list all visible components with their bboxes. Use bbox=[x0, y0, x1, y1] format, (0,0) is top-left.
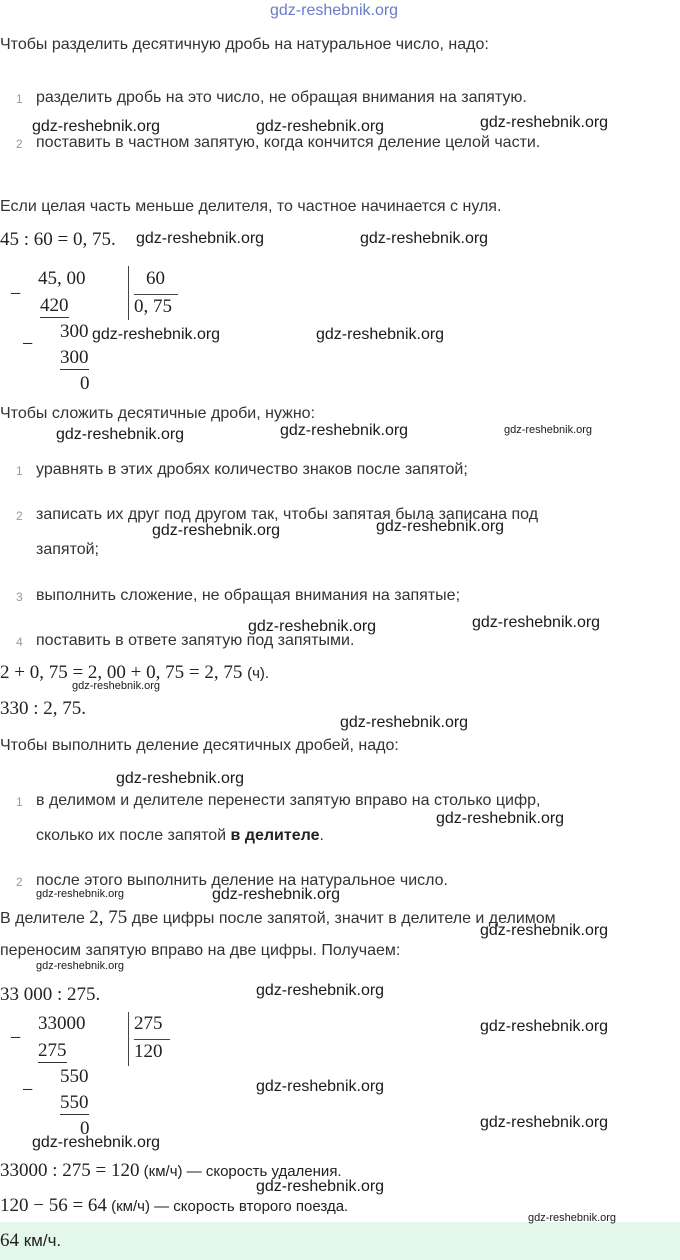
explain-text-b: две цифры после запятой, значит в делителе и делимом bbox=[127, 910, 556, 927]
calc3-remainder-1: 550 bbox=[60, 1066, 89, 1087]
watermark[interactable]: gdz-reshebnik.org bbox=[256, 982, 385, 999]
watermark[interactable]: gdz-reshebnik.org bbox=[36, 888, 125, 900]
step-number: 2 bbox=[16, 137, 23, 151]
decimal-step-2: после этого выполнить деление на натуральное число. bbox=[36, 872, 448, 889]
watermark[interactable]: gdz-reshebnik.org bbox=[480, 1114, 609, 1131]
calc1-remainder-2: 0 bbox=[80, 373, 90, 394]
minus-sign: − bbox=[22, 333, 34, 355]
addition-step-2a: записать их друг под другом так, чтобы запятая была записана под bbox=[36, 506, 539, 523]
calc1-expression: 45 : 60 = 0, 75. bbox=[0, 229, 116, 250]
division-bracket-horizontal bbox=[134, 294, 178, 295]
watermark[interactable]: gdz-reshebnik.org bbox=[480, 114, 609, 131]
result-1-text: (км/ч) — скорость удаления. bbox=[139, 1163, 342, 1180]
watermark[interactable]: gdz-reshebnik.org bbox=[72, 680, 161, 692]
addition-rule-intro: Чтобы сложить десятичные дроби, нужно: bbox=[0, 405, 316, 422]
calc1-subtrahend-1: 420 bbox=[40, 295, 69, 316]
calc3-remainder-2: 0 bbox=[80, 1118, 90, 1139]
division-step-1: разделить дробь на это число, не обращая внимания на запятую. bbox=[36, 89, 527, 106]
calc3-subtrahend-2: 550 bbox=[60, 1092, 89, 1113]
decimal-step-1b-bold: в делителе bbox=[230, 827, 320, 844]
step-number: 1 bbox=[16, 464, 23, 478]
watermark[interactable]: gdz-reshebnik.org bbox=[480, 1018, 609, 1035]
calc1-quotient: 0, 75 bbox=[134, 296, 172, 317]
watermark[interactable]: gdz-reshebnik.org bbox=[376, 518, 505, 535]
answer-value: 64 bbox=[0, 1230, 19, 1251]
watermark[interactable]: gdz-reshebnik.org bbox=[116, 770, 245, 787]
calc3-subtrahend-1: 275 bbox=[38, 1040, 67, 1061]
calc3-expression: 33 000 : 275. bbox=[0, 984, 101, 1005]
step-number: 2 bbox=[16, 509, 23, 523]
calc3-quotient: 120 bbox=[134, 1041, 163, 1062]
calc1-remainder-1: 300 bbox=[60, 321, 89, 342]
minus-sign: − bbox=[10, 1027, 22, 1049]
division-note: Если целая часть меньше делителя, то частное начинается с нуля. bbox=[0, 198, 502, 215]
step-number: 3 bbox=[16, 590, 23, 604]
explain-text-a: В делителе bbox=[0, 910, 90, 927]
watermark[interactable]: gdz-reshebnik.org bbox=[480, 922, 609, 939]
decimal-division-intro: Чтобы выполнить деление десятичных дробей, надо: bbox=[0, 737, 399, 754]
step-number: 1 bbox=[16, 92, 23, 106]
watermark[interactable]: gdz-reshebnik.org bbox=[340, 714, 469, 731]
watermark[interactable]: gdz-reshebnik.org bbox=[248, 618, 377, 635]
decimal-explain-line-2: переносим запятую вправо на две цифры. Получаем: bbox=[0, 942, 401, 959]
answer bbox=[0, 1230, 61, 1252]
watermark-top[interactable]: gdz-reshebnik.org bbox=[270, 2, 399, 19]
result-2-expr: 120 − 56 = 64 bbox=[0, 1195, 107, 1216]
decimal-step-1a: в делимом и делителе перенести запятую вправо на столько цифр, bbox=[36, 792, 541, 809]
calc1-dividend: 45, 00 bbox=[38, 268, 86, 289]
division-bracket-horizontal bbox=[134, 1039, 170, 1040]
explain-number: 2, 75 bbox=[89, 907, 128, 928]
watermark[interactable]: gdz-reshebnik.org bbox=[32, 118, 161, 135]
step-number: 2 bbox=[16, 875, 23, 889]
watermark[interactable]: gdz-reshebnik.org bbox=[280, 422, 409, 439]
addition-step-1: уравнять в этих дробях количество знаков после запятой; bbox=[36, 461, 468, 478]
addition-step-4: поставить в ответе запятую под запятыми. bbox=[36, 632, 355, 649]
minus-sign: − bbox=[22, 1079, 34, 1101]
answer-box bbox=[0, 1222, 680, 1260]
minus-sign: − bbox=[10, 283, 22, 305]
division-bracket-vertical bbox=[128, 266, 129, 320]
watermark[interactable]: gdz-reshebnik.org bbox=[528, 1212, 617, 1224]
watermark[interactable]: gdz-reshebnik.org bbox=[472, 614, 601, 631]
calc2-expr: 2 + 0, 75 = 2, 00 + 0, 75 = 2, 75 bbox=[0, 662, 243, 683]
decimal-step-1b bbox=[36, 827, 324, 845]
answer-unit: км/ч. bbox=[19, 1231, 62, 1250]
watermark[interactable]: gdz-reshebnik.org bbox=[32, 1134, 161, 1151]
watermark[interactable]: gdz-reshebnik.org bbox=[56, 426, 185, 443]
division-bracket-vertical bbox=[128, 1012, 129, 1066]
watermark[interactable]: gdz-reshebnik.org bbox=[256, 118, 385, 135]
addition-step-2b: запятой; bbox=[36, 541, 99, 558]
watermark[interactable]: gdz-reshebnik.org bbox=[136, 230, 265, 247]
watermark[interactable]: gdz-reshebnik.org bbox=[256, 1178, 385, 1195]
watermark[interactable]: gdz-reshebnik.org bbox=[36, 960, 125, 972]
calc1-divisor: 60 bbox=[146, 268, 165, 289]
calc1-subtrahend-2: 300 bbox=[60, 347, 89, 368]
calc3-divisor: 275 bbox=[134, 1013, 163, 1034]
watermark[interactable]: gdz-reshebnik.org bbox=[212, 886, 341, 903]
result-1-expr: 33000 : 275 = 120 bbox=[0, 1160, 140, 1181]
watermark[interactable]: gdz-reshebnik.org bbox=[316, 326, 445, 343]
decimal-step-1b-text: сколько их после запятой bbox=[36, 827, 231, 844]
division-rule-intro: Чтобы разделить десятичную дробь на натуральное число, надо: bbox=[0, 36, 489, 53]
division-step-2: поставить в частном запятую, когда кончится деление целой части. bbox=[36, 134, 541, 151]
watermark[interactable]: gdz-reshebnik.org bbox=[256, 1078, 385, 1095]
watermark[interactable]: gdz-reshebnik.org bbox=[152, 522, 281, 539]
watermark[interactable]: gdz-reshebnik.org bbox=[360, 230, 489, 247]
calc2-expression-2: 330 : 2, 75. bbox=[0, 698, 87, 719]
result-2-text: (км/ч) — скорость второго поезда. bbox=[106, 1198, 349, 1215]
decimal-step-1b-tail: . bbox=[319, 827, 324, 844]
calc2-unit: (ч). bbox=[247, 665, 270, 682]
watermark[interactable]: gdz-reshebnik.org bbox=[436, 810, 565, 827]
step-number: 4 bbox=[16, 635, 23, 649]
decimal-explain-line-1 bbox=[0, 907, 556, 929]
watermark[interactable]: gdz-reshebnik.org bbox=[92, 326, 221, 343]
watermark[interactable]: gdz-reshebnik.org bbox=[504, 424, 593, 436]
result-line-2 bbox=[0, 1195, 348, 1217]
step-number: 1 bbox=[16, 795, 23, 809]
addition-step-3: выполнить сложение, не обращая внимания на запятые; bbox=[36, 587, 461, 604]
calc3-dividend: 33000 bbox=[38, 1013, 86, 1034]
